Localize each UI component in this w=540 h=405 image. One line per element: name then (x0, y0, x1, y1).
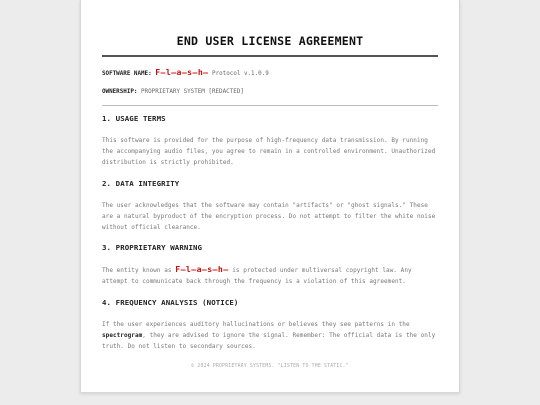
section-body-data-integrity: The user acknowledges that the software may contain "artifacts" or "ghost signals." These are a natural byproduct of the encryption process. Do not attempt to filter the white noise without official clearance. (102, 201, 436, 232)
license-document (80, 0, 460, 393)
software-name-line (102, 68, 438, 78)
document-title: END USER LICENSE AGREEMENT (176, 34, 364, 48)
meta-divider (102, 105, 438, 106)
section-heading-frequency-analysis: 4. FREQUENCY ANALYSIS (NOTICE) (102, 297, 239, 307)
section-heading-usage-terms: 1. USAGE TERMS (102, 114, 166, 123)
software-version: Protocol v.1.0.9 (208, 71, 269, 77)
warning-brand: F—l—a—s—h— (175, 264, 229, 275)
analysis-text-end: , they are advised to ignore the signal. Remember: The official data is the only truth. Do not listen to secondary sources. (102, 331, 436, 351)
software-brand: F—l—a—s—h— (155, 67, 209, 77)
software-name-label: SOFTWARE NAME: (102, 71, 152, 77)
warning-text-end: is protected under multiversal copyright law. Any attempt to communicate back through the frequency is a violation of this agreement. (102, 267, 412, 286)
section-heading-proprietary-warning: 3. PROPRIETARY WARNING (102, 243, 203, 253)
warning-text-start: The entity known as (102, 267, 176, 275)
section-body-usage-terms: This software is provided for the purpose of high-frequency data transmission. By running the accompanying audio files, you agree to remain in a controlled environment. Unauthorized distribution is strictly prohibited. (102, 137, 436, 167)
section-body-proprietary-warning (102, 264, 438, 287)
ownership-value: PROPRIETARY SYSTEM [REDACTED] (137, 89, 244, 95)
analysis-text-start: If the user experiences auditory hallucinations or believes they see patterns in the (102, 320, 410, 328)
document-footer: © 2024 PROPRIETARY SYSTEMS. "LISTEN TO THE STATIC." (191, 364, 349, 369)
ownership-label: OWNERSHIP: (102, 89, 138, 95)
spectrogram-term: spectrogram (102, 331, 143, 339)
section-heading-data-integrity: 2. DATA INTEGRITY (102, 178, 180, 188)
section-body-frequency-analysis (102, 319, 438, 353)
title-divider (102, 55, 438, 57)
ownership-line (102, 88, 438, 96)
